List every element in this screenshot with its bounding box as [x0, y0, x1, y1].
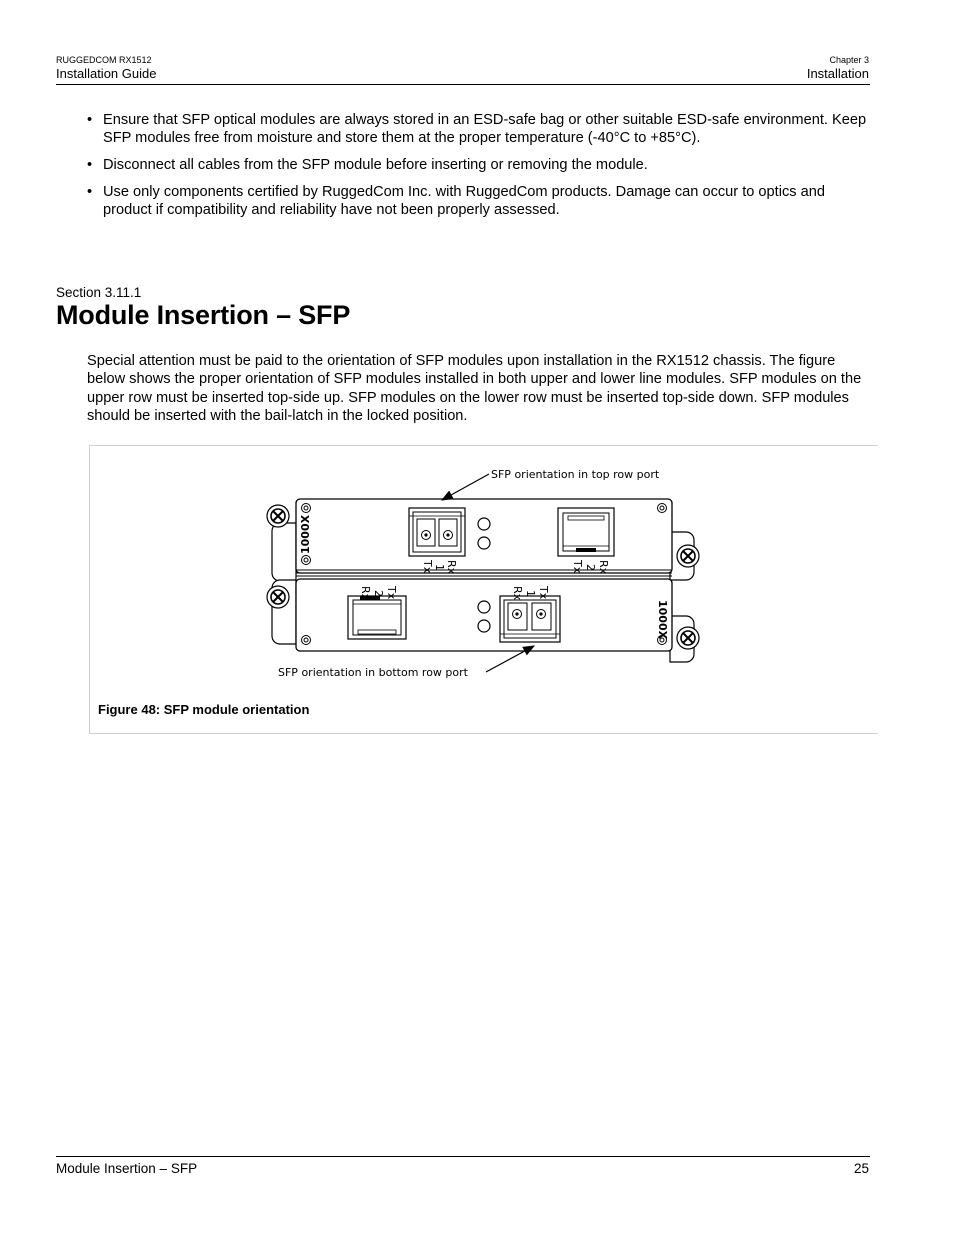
screw-icon	[267, 586, 289, 608]
port-label-number: 2	[372, 590, 385, 597]
precaution-list	[87, 111, 877, 228]
port-label-tx: Tx	[571, 560, 584, 574]
port-label-rx: Rx	[445, 560, 458, 575]
section-number: Section 3.11.1	[56, 285, 142, 300]
port-label-number: 1	[433, 564, 446, 571]
sfp-cage-empty	[558, 508, 614, 556]
header-guide: Installation Guide	[56, 66, 157, 81]
bullet-marker: •	[87, 183, 93, 200]
screw-icon	[677, 627, 699, 649]
footer-section-title: Module Insertion – SFP	[56, 1161, 198, 1176]
figure-frame	[89, 445, 878, 734]
module-label-top: 1000X	[299, 514, 312, 554]
sfp-module-bottom-row	[500, 596, 560, 642]
port-label-rx: Rx	[359, 586, 372, 601]
section-paragraph: Special attention must be paid to the orientation of SFP modules upon installation in the RX1512 chassis. The figure below shows the proper orientation of SFP modules installed in both upper and lower line modules. SFP modules on the upper row must be inserted top-side up. SFP modules on the lower row must be inserted top-side down. SFP modules should be inserted with the bail-latch in the locked position.	[87, 353, 862, 424]
upper-line-module	[296, 499, 672, 573]
footer-rule	[56, 1156, 870, 1157]
callout-arrow	[442, 474, 489, 500]
sfp-orientation-diagram	[90, 446, 877, 701]
sfp-module-top-row	[409, 508, 465, 556]
callout-top-row: SFP orientation in top row port	[491, 468, 660, 481]
port-label-rx: Rx	[597, 560, 610, 575]
port-label-rx: Rx	[511, 586, 524, 601]
port-label-number: 2	[584, 564, 597, 571]
list-item-text: Use only components certified by RuggedCom Inc. with RuggedCom products. Damage can occur to optics and product if compatibility and reliability have not been properly assessed.	[103, 183, 825, 219]
running-header-left	[56, 55, 156, 82]
list-item	[87, 156, 877, 174]
module-label-bottom: 1000X	[656, 600, 669, 640]
section-title: Module Insertion – SFP	[56, 300, 351, 330]
header-rule	[56, 84, 870, 85]
sfp-cage-empty	[348, 596, 406, 639]
port-label-tx: Tx	[537, 586, 550, 600]
header-chapter-title: Installation	[806, 66, 869, 81]
status-led	[478, 518, 490, 530]
port-label-tx: Tx	[421, 560, 434, 574]
list-item	[87, 111, 877, 148]
port-label-number: 1	[524, 590, 537, 597]
list-item	[87, 183, 877, 220]
page-number: 25	[853, 1161, 869, 1176]
header-chapter: Chapter 3	[829, 55, 869, 65]
header-product: RUGGEDCOM RX1512	[56, 55, 152, 65]
running-header-right	[807, 55, 869, 82]
status-led	[478, 620, 490, 632]
callout-bottom-row: SFP orientation in bottom row port	[278, 666, 468, 679]
mounting-tab	[272, 523, 296, 581]
screw-icon	[267, 505, 289, 527]
port-label-tx: Tx	[385, 586, 398, 600]
list-item-text: Disconnect all cables from the SFP module before inserting or removing the module.	[103, 157, 648, 174]
screw-icon	[677, 545, 699, 567]
bullet-marker: •	[87, 112, 93, 128]
status-led	[478, 601, 490, 613]
bullet-marker: •	[87, 157, 93, 174]
status-led	[478, 537, 490, 549]
figure-caption: Figure 48: SFP module orientation	[98, 702, 310, 717]
list-item-text: Ensure that SFP optical modules are always stored in an ESD-safe bag or other suitable ESD-safe environment. Keep SFP modules free from moisture and store them at the proper temperature (-40°C to +85°C).	[103, 112, 867, 147]
